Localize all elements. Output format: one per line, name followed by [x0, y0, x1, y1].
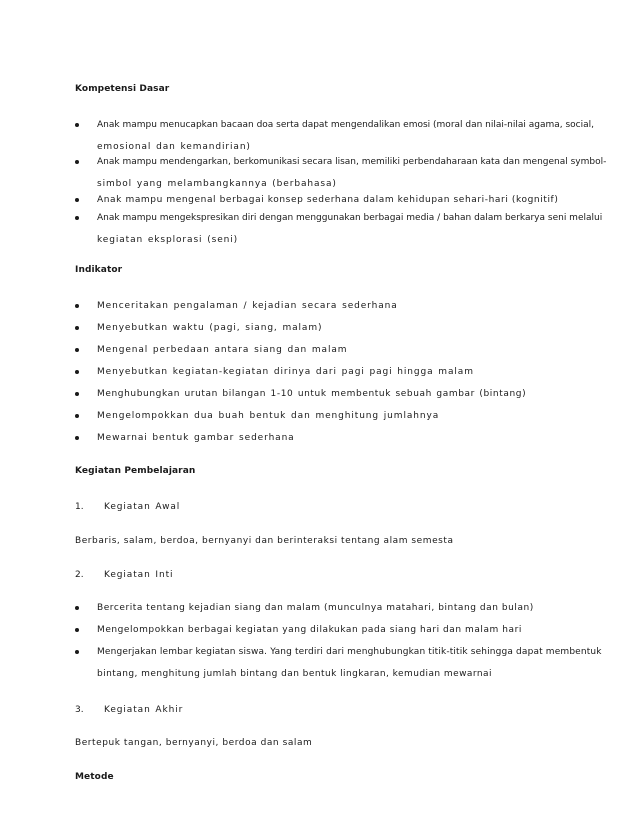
section-heading-indikator: Indikator — [75, 265, 123, 275]
indikator-item-5: Menghubungkan urutan bilangan 1-10 untuk membentuk sebuah gambar (bintang) — [97, 389, 527, 399]
bullet-dot — [75, 436, 79, 440]
section-heading-kegiatan: Kegiatan Pembelajaran — [75, 466, 196, 476]
indikator-item-6: Mengelompokkan dua buah bentuk dan menghitung jumlahnya — [97, 411, 440, 421]
kompetensi-item-1-line2: emosional dan kemandirian) — [97, 142, 251, 152]
indikator-item-7: Mewarnai bentuk gambar sederhana — [97, 433, 295, 443]
kegiatan-inti-item-3-line1: Mengerjakan lembar kegiatan siswa. Yang terdiri dari menghubungkan titik-titik sehingga dapat membentuk — [97, 647, 602, 657]
section-heading-kompetensi: Kompetensi Dasar — [75, 84, 170, 94]
kompetensi-item-1-line1: Anak mampu menucapkan bacaan doa serta dapat mengendalikan emosi (moral dan nilai-nilai agama, social, — [97, 120, 594, 130]
kompetensi-item-4-line2: kegiatan eksplorasi (seni) — [97, 235, 239, 245]
kegiatan-akhir-title: Kegiatan Akhir — [104, 705, 184, 715]
bullet-dot — [75, 304, 79, 308]
bullet-dot — [75, 370, 79, 374]
bullet-dot — [75, 198, 79, 202]
kegiatan-akhir-number: 3. — [75, 705, 84, 715]
bullet-dot — [75, 326, 79, 330]
bullet-dot — [75, 650, 79, 654]
section-heading-metode: Metode — [75, 772, 114, 782]
indikator-item-3: Mengenal perbedaan antara siang dan malam — [97, 345, 348, 355]
bullet-dot — [75, 606, 79, 610]
bullet-dot — [75, 216, 79, 220]
kegiatan-inti-item-1: Bercerita tentang kejadian siang dan malam (munculnya matahari, bintang dan bulan) — [97, 603, 534, 613]
bullet-dot — [75, 123, 79, 127]
kompetensi-item-2-line1: Anak mampu mendengarkan, berkomunikasi secara lisan, memiliki perbendaharaan kata dan mengenal symbol- — [97, 157, 607, 167]
kegiatan-akhir-text: Bertepuk tangan, bernyanyi, berdoa dan salam — [75, 738, 313, 748]
bullet-dot — [75, 414, 79, 418]
kompetensi-item-3-line1: Anak mampu mengenal berbagai konsep sederhana dalam kehidupan sehari-hari (kognitif) — [97, 195, 559, 205]
kegiatan-awal-number: 1. — [75, 502, 84, 512]
kompetensi-item-2-line2: simbol yang melambangkannya (berbahasa) — [97, 179, 337, 189]
bullet-dot — [75, 628, 79, 632]
kompetensi-item-4-line1: Anak mampu mengekspresikan diri dengan menggunakan berbagai media / bahan dalam berkarya seni melalui — [97, 213, 603, 223]
indikator-item-1: Menceritakan pengalaman / kejadian secara sederhana — [97, 301, 398, 311]
kegiatan-inti-item-2: Mengelompokkan berbagai kegiatan yang dilakukan pada siang hari dan malam hari — [97, 625, 522, 635]
kegiatan-inti-item-3-line2: bintang, menghitung jumlah bintang dan bentuk lingkaran, kemudian mewarnai — [97, 669, 492, 679]
kegiatan-inti-number: 2. — [75, 570, 84, 580]
kegiatan-awal-title: Kegiatan Awal — [104, 502, 181, 512]
bullet-dot — [75, 160, 79, 164]
indikator-item-4: Menyebutkan kegiatan-kegiatan dirinya dari pagi pagi hingga malam — [97, 367, 474, 377]
bullet-dot — [75, 348, 79, 352]
indikator-item-2: Menyebutkan waktu (pagi, siang, malam) — [97, 323, 323, 333]
kegiatan-inti-title: Kegiatan Inti — [104, 570, 174, 580]
bullet-dot — [75, 392, 79, 396]
kegiatan-awal-text: Berbaris, salam, berdoa, bernyanyi dan berinteraksi tentang alam semesta — [75, 536, 454, 546]
